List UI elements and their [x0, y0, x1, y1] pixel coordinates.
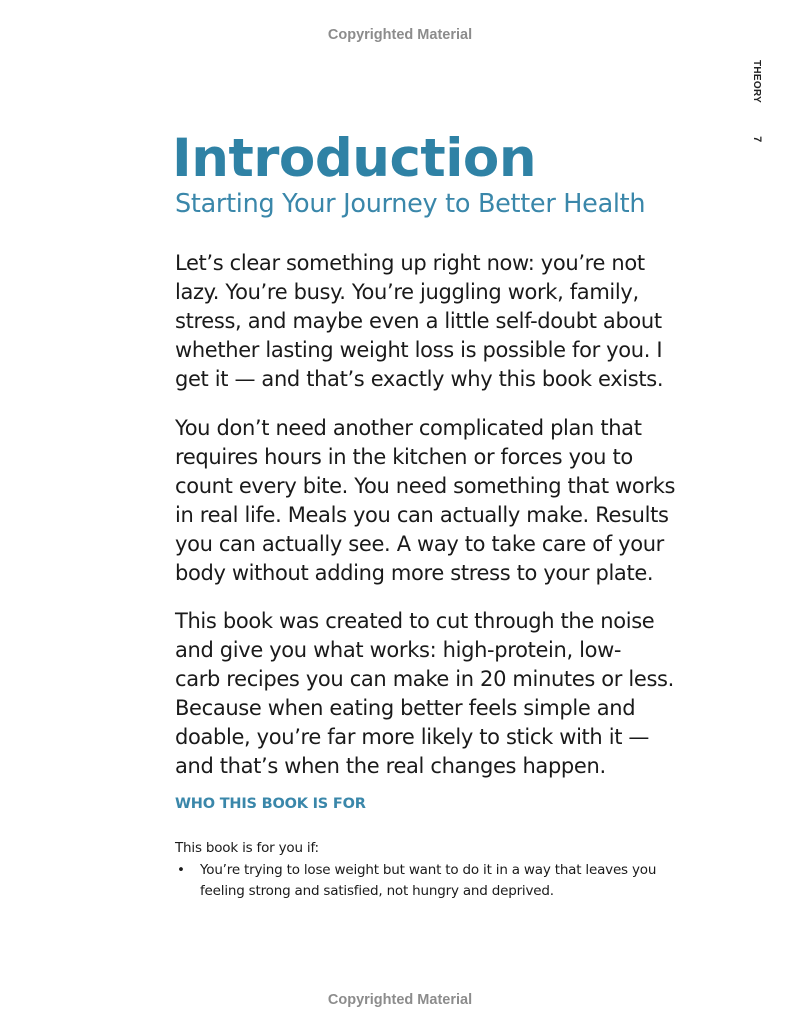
paragraph-line: count every bite. You need something that works [175, 474, 676, 498]
copyright-watermark-bottom: Copyrighted Material [327, 992, 473, 1008]
paragraph-line: Because when eating better feels simple and [175, 696, 636, 720]
body-paragraph [175, 607, 735, 781]
paragraph-line: requires hours in the kitchen or forces you to [175, 445, 633, 469]
paragraph-line: stress, and maybe even a little self-doubt about [175, 309, 662, 333]
section-heading: WHO THIS BOOK IS FOR [175, 796, 366, 812]
paragraph-line: whether lasting weight loss is possible for you. I [175, 338, 663, 362]
bullet-list [175, 860, 735, 902]
paragraph-line: This book was created to cut through the noise [175, 609, 655, 633]
running-head-section: THEORY [751, 60, 762, 104]
paragraph-line: lazy. You’re busy. You’re juggling work, family, [175, 280, 639, 304]
paragraph-line: You don’t need another complicated plan that [175, 416, 642, 440]
body-paragraph [175, 414, 735, 588]
paragraph-line: carb recipes you can make in 20 minutes or less. [175, 667, 674, 691]
bullet-line: feeling strong and satisfied, not hungry and deprived. [200, 883, 554, 899]
body-paragraph [175, 249, 735, 394]
paragraph-line: and that’s when the real changes happen. [175, 754, 606, 778]
paragraph-line: get it — and that’s exactly why this book exists. [175, 367, 664, 391]
chapter-subtitle: Starting Your Journey to Better Health [175, 189, 646, 219]
paragraph-line: and give you what works: high-protein, low- [175, 638, 622, 662]
paragraph-line: in real life. Meals you can actually make. Results [175, 503, 669, 527]
paragraph-line: you can actually see. A way to take care of your [175, 532, 664, 556]
bullet-icon: • [177, 862, 185, 878]
section-intro: This book is for you if: [175, 840, 319, 856]
bullet-item [175, 860, 735, 902]
chapter-title: Introduction [172, 128, 537, 189]
page-number: 7 [751, 136, 763, 143]
bullet-line: You’re trying to lose weight but want to do it in a way that leaves you [200, 862, 657, 878]
paragraph-line: Let’s clear something up right now: you’re not [175, 251, 645, 275]
running-head [749, 60, 765, 150]
paragraph-line: body without adding more stress to your plate. [175, 561, 654, 585]
copyright-watermark-top: Copyrighted Material [327, 27, 473, 43]
paragraph-line: doable, you’re far more likely to stick with it — [175, 725, 650, 749]
